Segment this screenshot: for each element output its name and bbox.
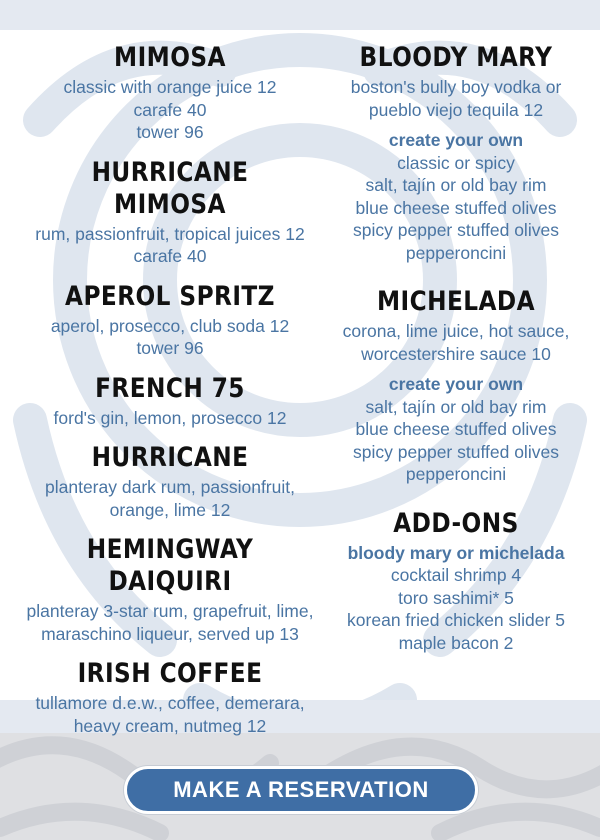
menu-item-french-75 <box>20 373 320 430</box>
item-title: MICHELADA <box>377 286 535 317</box>
option-line: pepperoncini <box>405 242 507 263</box>
item-line: orange, lime 12 <box>109 499 231 520</box>
item-title: HEMINGWAY DAIQUIRI <box>86 534 254 597</box>
make-reservation-button[interactable]: MAKE A RESERVATION <box>124 766 478 814</box>
item-line: pueblo viejo tequila 12 <box>368 99 544 120</box>
item-line: planteray 3-star rum, grapefruit, lime, <box>26 601 314 621</box>
item-title: FRENCH 75 <box>95 372 245 404</box>
item-line: boston's bully boy vodka or <box>350 77 562 97</box>
menu-item-mimosa <box>20 42 320 144</box>
create-your-own-heading: create your own <box>388 374 524 394</box>
item-title: BLOODY MARY <box>359 42 553 73</box>
menu-item-aperol-spritz <box>20 281 320 360</box>
item-line: tower 96 <box>136 122 204 142</box>
right-menu-column <box>306 42 600 654</box>
menu-section-addons <box>306 508 600 655</box>
addon-line: toro sashimi* 5 <box>398 587 514 608</box>
menu-item-bloody-mary <box>306 42 600 264</box>
item-line: heavy cream, nutmeg 12 <box>73 715 267 736</box>
menu-item-hemingway-daiquiri <box>20 534 320 645</box>
item-line: ford's gin, lemon, prosecco 12 <box>53 407 287 428</box>
item-line: aperol, prosecco, club soda 12 <box>50 315 290 336</box>
item-line: planteray dark rum, passionfruit, <box>45 477 295 497</box>
addon-line: korean fried chicken slider 5 <box>347 610 565 630</box>
menu-item-michelada <box>306 286 600 486</box>
item-title: ADD-ONS <box>393 507 519 539</box>
option-line: salt, tajín or old bay rim <box>365 396 547 417</box>
item-line: tullamore d.e.w., coffee, demerara, <box>35 693 305 713</box>
item-line: worcestershire sauce 10 <box>361 343 551 364</box>
item-title: MIMOSA <box>114 42 226 73</box>
option-line: pepperoncini <box>405 464 507 484</box>
addons-subheading: bloody mary or michelada <box>347 542 565 563</box>
menu-item-hurricane-mimosa <box>20 157 320 268</box>
item-line: classic with orange juice 12 <box>63 77 277 97</box>
item-line: carafe 40 <box>133 246 207 266</box>
menu-item-irish-coffee <box>20 658 320 737</box>
item-line: maraschino liqueur, served up 13 <box>41 623 299 644</box>
option-line: spicy pepper stuffed olives <box>353 220 559 240</box>
item-title: APEROL SPRITZ <box>65 280 275 312</box>
item-line: corona, lime juice, hot sauce, <box>342 321 570 341</box>
item-title: IRISH COFFEE <box>77 658 263 689</box>
item-title: HURRICANE MIMOSA <box>91 156 249 220</box>
option-line: classic or spicy <box>397 152 515 173</box>
left-menu-column <box>20 42 320 737</box>
option-line: blue cheese stuffed olives <box>355 419 557 439</box>
menu-item-hurricane <box>20 442 320 521</box>
item-line: tower 96 <box>136 338 204 358</box>
option-line: salt, tajín or old bay rim <box>365 175 547 195</box>
item-line: carafe 40 <box>133 99 207 120</box>
addon-line: maple bacon 2 <box>398 632 514 653</box>
option-line: spicy pepper stuffed olives <box>353 441 559 462</box>
item-title: HURRICANE <box>91 442 249 473</box>
create-your-own-heading: create your own <box>388 130 524 150</box>
item-line: rum, passionfruit, tropical juices 12 <box>35 223 305 244</box>
option-line: blue cheese stuffed olives <box>355 197 557 218</box>
addon-line: cocktail shrimp 4 <box>390 565 522 585</box>
